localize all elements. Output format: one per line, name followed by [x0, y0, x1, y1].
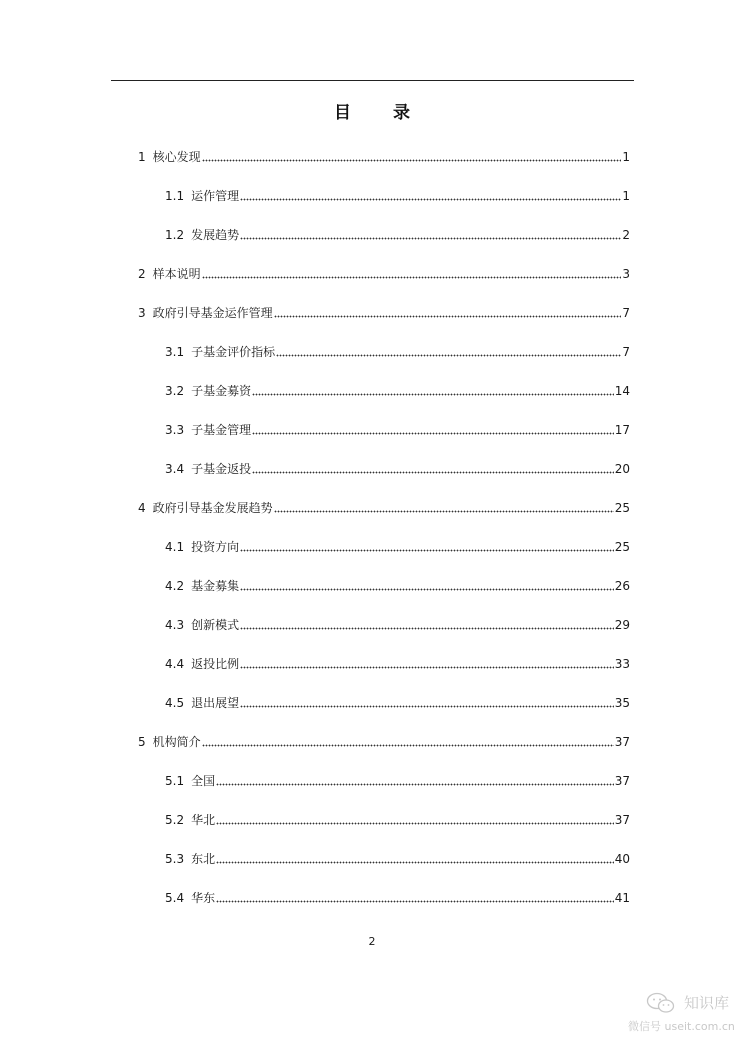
toc-entry-number: 5	[138, 735, 146, 749]
toc-entry-label: 子基金管理	[191, 423, 252, 437]
toc-entry-label: 华东	[191, 891, 216, 905]
wechat-icon	[646, 992, 676, 1014]
page-number: 2	[368, 935, 376, 948]
toc-entry-label: 子基金返投	[191, 462, 252, 476]
dot-leader	[202, 276, 622, 279]
toc-entry-label: 子基金评价指标	[191, 345, 276, 359]
toc-entry-number: 3.3	[165, 423, 185, 437]
toc-entry-label: 华北	[191, 813, 216, 827]
toc-entry[interactable]	[165, 885, 630, 905]
dot-leader	[276, 354, 621, 357]
toc-entry-page: 26	[614, 579, 630, 593]
toc-entry-page: 20	[614, 462, 630, 476]
watermark	[628, 988, 740, 1036]
toc-entry-page: 33	[614, 657, 630, 671]
toc-entry-page: 17	[614, 423, 630, 437]
dot-leader	[252, 432, 614, 435]
toc-entry-label: 政府引导基金运作管理	[152, 306, 273, 320]
toc-entry-number: 1.1	[165, 189, 185, 203]
toc-entry-page: 41	[614, 891, 630, 905]
toc-entry[interactable]	[165, 417, 630, 437]
toc-entry-page: 37	[614, 774, 630, 788]
toc-entry-page: 37	[614, 735, 630, 749]
toc-entry-page: 25	[614, 501, 630, 515]
toc-entry-label: 政府引导基金发展趋势	[152, 501, 273, 515]
dot-leader	[216, 900, 614, 903]
dot-leader	[202, 159, 622, 162]
toc-entry[interactable]	[138, 300, 630, 320]
toc-entry-page: 7	[622, 306, 630, 320]
toc-entry-number: 3.2	[165, 384, 185, 398]
toc-entry-number: 5.2	[165, 813, 185, 827]
toc-entry[interactable]	[165, 183, 630, 203]
toc-entry-number: 1	[138, 150, 146, 164]
toc-entry-label: 运作管理	[191, 189, 240, 203]
toc-entry-page: 40	[614, 852, 630, 866]
watermark-wechat-id: 微信号 useit.com.cn	[628, 1020, 735, 1033]
toc-entry[interactable]	[165, 768, 630, 788]
toc-entry[interactable]	[165, 573, 630, 593]
toc-entry-number: 4.2	[165, 579, 185, 593]
toc-entry-label: 核心发现	[152, 150, 201, 164]
dot-leader	[274, 510, 614, 513]
toc-title: 目 录	[334, 103, 428, 123]
dot-leader	[240, 198, 621, 201]
toc-entry-number: 3	[138, 306, 146, 320]
toc-entry-number: 3.1	[165, 345, 185, 359]
dot-leader	[252, 393, 614, 396]
dot-leader	[252, 471, 614, 474]
toc-entry[interactable]	[138, 495, 630, 515]
dot-leader	[202, 744, 614, 747]
toc-entry[interactable]	[138, 144, 630, 164]
dot-leader	[240, 588, 614, 591]
toc-entry-label: 全国	[191, 774, 216, 788]
toc-entry-page: 3	[622, 267, 630, 281]
toc-entry[interactable]	[165, 222, 630, 242]
toc-entry[interactable]	[165, 456, 630, 476]
toc-entry-number: 5.1	[165, 774, 185, 788]
toc-entry-number: 3.4	[165, 462, 185, 476]
toc-entry-number: 5.3	[165, 852, 185, 866]
toc-entry-number: 5.4	[165, 891, 185, 905]
toc-entry[interactable]	[165, 612, 630, 632]
dot-leader	[216, 822, 614, 825]
toc-entry-page: 35	[614, 696, 630, 710]
toc-entry-page: 29	[614, 618, 630, 632]
toc-entry-number: 4.1	[165, 540, 185, 554]
toc-entry-number: 4.4	[165, 657, 185, 671]
toc-entry-label: 东北	[191, 852, 216, 866]
toc-entry-label: 样本说明	[152, 267, 201, 281]
toc-entry[interactable]	[165, 807, 630, 827]
toc-entry[interactable]	[165, 690, 630, 710]
toc-entry[interactable]	[165, 378, 630, 398]
toc-entry-number: 2	[138, 267, 146, 281]
dot-leader	[240, 627, 614, 630]
toc-entry[interactable]	[165, 846, 630, 866]
dot-leader	[216, 783, 614, 786]
toc-entry-label: 退出展望	[191, 696, 240, 710]
toc-entry[interactable]	[165, 534, 630, 554]
toc-entry[interactable]	[138, 261, 630, 281]
toc-entry[interactable]	[138, 729, 630, 749]
watermark-name: 知识库	[684, 994, 730, 1012]
toc-entry-label: 机构简介	[152, 735, 201, 749]
toc-entry-number: 4.3	[165, 618, 185, 632]
toc-entry[interactable]	[165, 651, 630, 671]
toc-entry-label: 基金募集	[191, 579, 240, 593]
toc-entry-page: 37	[614, 813, 630, 827]
toc-entry-page: 25	[614, 540, 630, 554]
toc-entry-label: 投资方向	[191, 540, 240, 554]
toc-entry-page: 1	[622, 150, 630, 164]
toc-entry-page: 2	[622, 228, 630, 242]
toc-entry[interactable]	[165, 339, 630, 359]
dot-leader	[216, 861, 614, 864]
dot-leader	[240, 705, 614, 708]
toc-entry-page: 14	[614, 384, 630, 398]
dot-leader	[240, 237, 621, 240]
toc-entry-number: 1.2	[165, 228, 185, 242]
toc-entry-number: 4.5	[165, 696, 185, 710]
toc-entry-label: 返投比例	[191, 657, 240, 671]
toc-entry-label: 子基金募资	[191, 384, 252, 398]
dot-leader	[240, 549, 614, 552]
dot-leader	[240, 666, 614, 669]
toc-entry-page: 1	[622, 189, 630, 203]
toc-entry-number: 4	[138, 501, 146, 515]
toc-entry-page: 7	[622, 345, 630, 359]
toc-entry-label: 发展趋势	[191, 228, 240, 242]
toc-entry-label: 创新模式	[191, 618, 240, 632]
dot-leader	[274, 315, 622, 318]
